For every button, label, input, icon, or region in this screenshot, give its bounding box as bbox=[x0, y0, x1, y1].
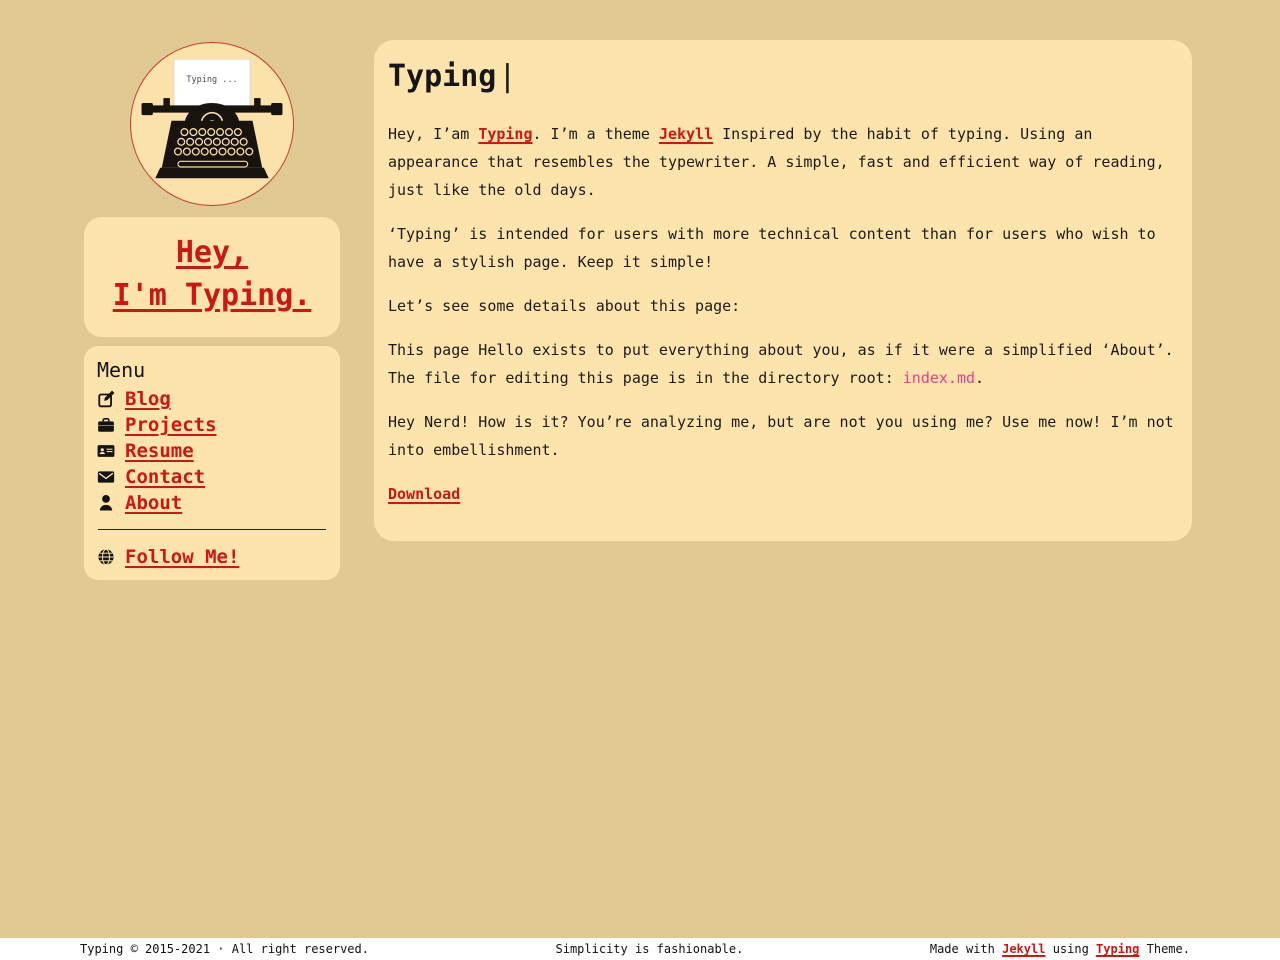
footer bbox=[0, 938, 1280, 960]
sidebar-link-contact[interactable]: Contact bbox=[125, 466, 206, 488]
text-segment: Made with bbox=[929, 942, 1003, 956]
sidebar-link-about[interactable]: About bbox=[125, 492, 183, 514]
text-segment: Let’s see some details about this page: bbox=[388, 297, 741, 315]
envelope-icon bbox=[97, 468, 115, 486]
inline-code: index.md bbox=[902, 369, 976, 387]
text-segment: Inspired by the habit of typing. Using an appearance that resembles the typewriter. A simple, fast and efficient way of reading, just like the old days. bbox=[388, 125, 1165, 199]
text-segment: Theme. bbox=[1139, 942, 1190, 956]
paragraph bbox=[388, 120, 1178, 204]
id-card-icon bbox=[97, 442, 115, 460]
page-title-text: Typing bbox=[388, 59, 497, 94]
user-icon bbox=[97, 494, 115, 512]
sidebar-item-follow[interactable] bbox=[97, 544, 327, 570]
sidebar-item-projects[interactable] bbox=[97, 412, 327, 438]
sidebar-item-blog[interactable] bbox=[97, 386, 327, 412]
paragraph bbox=[388, 292, 1178, 320]
typing-cursor: | bbox=[498, 59, 517, 94]
site-avatar[interactable] bbox=[130, 42, 294, 206]
sidebar-link-resume[interactable]: Resume bbox=[125, 440, 194, 462]
globe-icon bbox=[97, 548, 115, 566]
site-heading-line1[interactable]: Hey, bbox=[175, 235, 249, 270]
text-segment: Hey Nerd! How is it? You’re analyzing me, but are not you using me? Use me now! I’m not into embellishment. bbox=[388, 413, 1174, 459]
site-heading-line2[interactable]: I'm Typing. bbox=[112, 278, 312, 313]
menu-divider bbox=[98, 529, 326, 530]
footer-credit bbox=[930, 942, 1190, 956]
inline-link[interactable]: Download bbox=[388, 485, 461, 503]
paragraph bbox=[388, 408, 1178, 464]
text-segment: ‘Typing’ is intended for users with more technical content than for users who wish to have a stylish page. Keep it simple! bbox=[388, 225, 1156, 271]
paragraph bbox=[388, 480, 1178, 508]
inline-link[interactable]: Typing bbox=[1096, 942, 1140, 956]
sidebar-link-blog[interactable]: Blog bbox=[125, 388, 171, 410]
typewriter-illustration bbox=[131, 43, 293, 205]
sidebar-item-about[interactable] bbox=[97, 490, 327, 516]
paragraphs bbox=[388, 120, 1178, 508]
inline-link[interactable]: Typing bbox=[478, 125, 533, 143]
footer-tagline: Simplicity is fashionable. bbox=[555, 942, 744, 956]
page-title bbox=[388, 58, 1178, 96]
briefcase-icon bbox=[97, 416, 115, 434]
menu-title: Menu bbox=[97, 358, 146, 382]
edit-icon bbox=[97, 390, 115, 408]
follow-me-link[interactable]: Follow Me! bbox=[125, 546, 240, 568]
paragraph bbox=[388, 220, 1178, 276]
footer-copyright: Typing © 2015-2021 · All right reserved. bbox=[80, 942, 369, 956]
main-content-card bbox=[374, 40, 1192, 541]
text-segment: . I’m a theme bbox=[532, 125, 659, 143]
site-heading-card bbox=[84, 217, 340, 337]
text-segment: using bbox=[1045, 942, 1097, 956]
sidebar-menu bbox=[84, 346, 340, 580]
sidebar-link-projects[interactable]: Projects bbox=[125, 414, 217, 436]
text-segment: Hey, I’am bbox=[388, 125, 479, 143]
text-segment: This page Hello exists to put everything about you, as if it were a simplified ‘About’. The file for editing this page is in the directory root: bbox=[388, 341, 1174, 387]
paper-text: Typing ... bbox=[186, 74, 238, 85]
inline-link[interactable]: Jekyll bbox=[1002, 942, 1046, 956]
sidebar-item-contact[interactable] bbox=[97, 464, 327, 490]
paragraph bbox=[388, 336, 1178, 392]
text-segment: . bbox=[975, 369, 985, 387]
inline-link[interactable]: Jekyll bbox=[658, 125, 714, 143]
sidebar-item-resume[interactable] bbox=[97, 438, 327, 464]
